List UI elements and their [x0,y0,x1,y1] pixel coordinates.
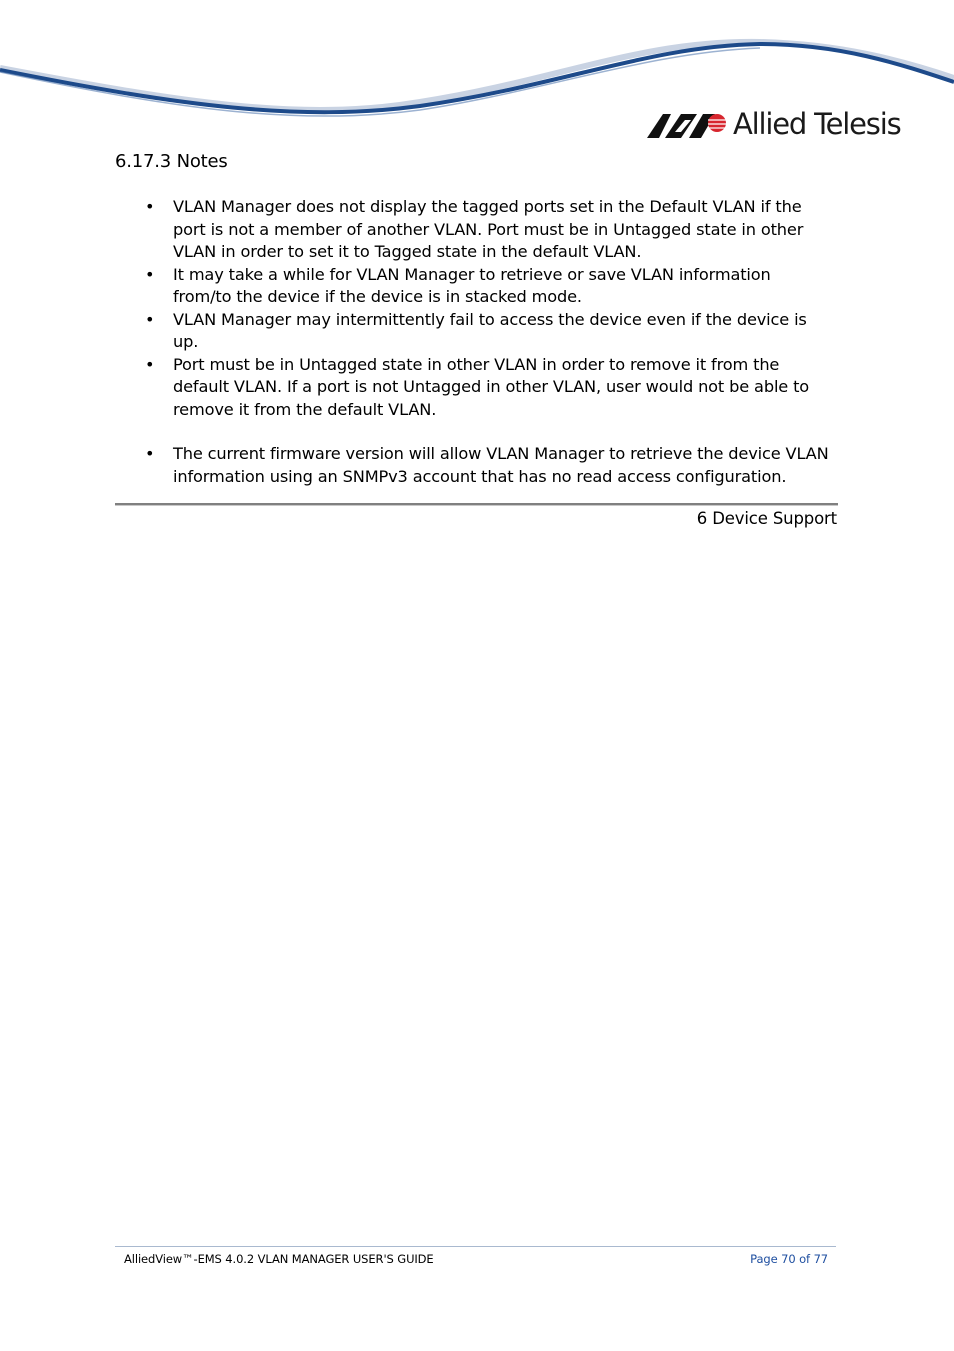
bullet-icon: • [145,354,155,374]
footer-title: AlliedView™-EMS 4.0.2 VLAN MANAGER USER'S GUIDE [124,1252,434,1266]
note-text: The current firmware version will allow VLAN Manager to retrieve the device VLAN information using an SNMPv3 account that has no read access configuration. [173,444,829,486]
bullet-icon: • [145,444,155,463]
notes-list [0,196,829,488]
bullet-icon: • [145,309,155,329]
logo-wordmark: Allied Telesis [733,107,901,141]
allied-telesis-logo [645,108,905,148]
bullet-icon: • [145,264,155,284]
note-text: VLAN Manager does not display the tagged ports set in the Default VLAN if the port is not a member of another VLAN. Port must be in Untagged state in other VLAN in order to set it to Tagged state in the default VLAN. [173,197,804,261]
chapter-label: 6 Device Support [696,509,837,528]
section-divider [115,503,838,506]
bullet-icon: • [145,197,155,216]
section-heading: 6.17.3 Notes [115,151,228,172]
note-item [145,264,833,309]
logo-mark-icon [645,108,729,142]
note-item [145,354,833,422]
footer-divider [115,1246,836,1247]
note-text: Port must be in Untagged state in other VLAN in order to remove it from the default VLAN. If a port is not Untagged in other VLAN, user would not be able to remove it from the default VLAN. [173,354,810,419]
footer-page-number: Page 70 of 77 [750,1252,828,1266]
note-item [145,196,833,264]
note-text: It may take a while for VLAN Manager to retrieve or save VLAN information from/to the device if the device is in stacked mode. [173,264,771,306]
note-text: VLAN Manager may intermittently fail to access the device even if the device is up. [173,309,807,351]
note-item [145,309,833,354]
note-item [145,443,833,488]
